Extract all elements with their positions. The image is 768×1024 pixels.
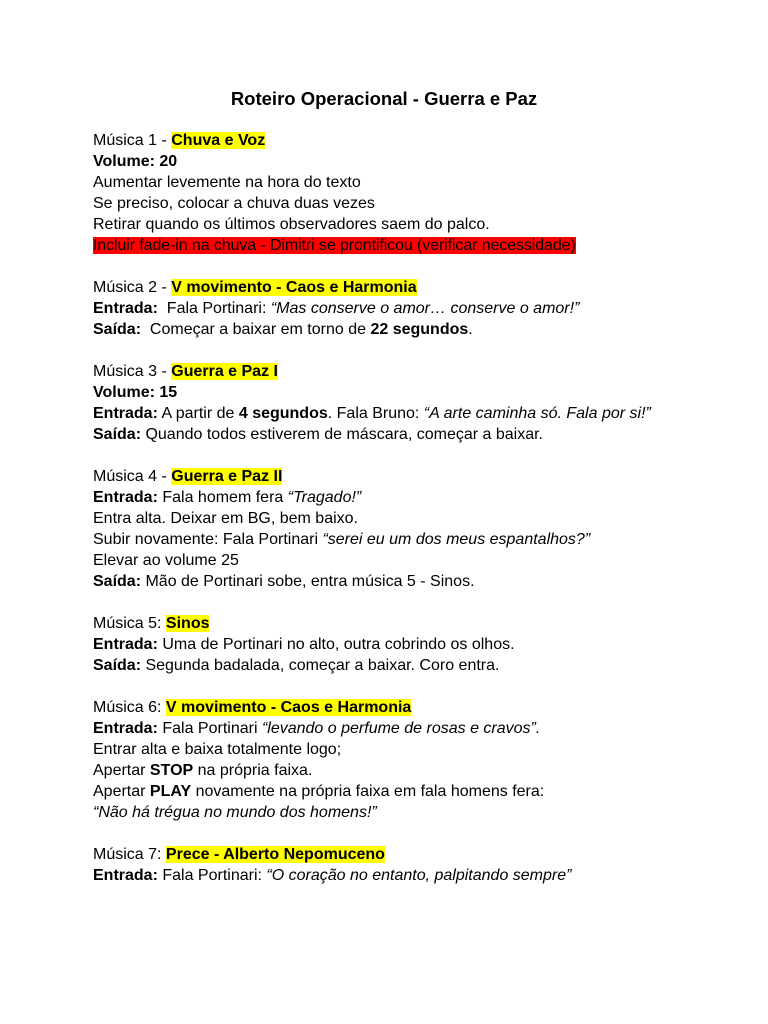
section7-entrada-quote: “O coração no entanto, palpitando sempre”	[266, 867, 572, 884]
section1-volume	[93, 151, 673, 172]
section6-line3-end: novamente na própria faixa em fala homens fera:	[191, 783, 545, 800]
section4-entrada-text: Fala homem fera	[157, 489, 288, 506]
section6-line4-quote: “Não há trégua no mundo dos homens!”	[93, 804, 377, 821]
section7-label: Música 7:	[93, 846, 166, 863]
section7-entrada-text: Fala Portinari:	[157, 867, 267, 884]
section2-entrada-text: Fala Portinari:	[157, 300, 271, 317]
section3-saida	[93, 424, 673, 445]
section7-entrada	[93, 865, 673, 886]
section4-heading	[93, 466, 673, 487]
section2-saida-text: Começar a baixar em torno de	[141, 321, 371, 338]
spacer	[93, 256, 673, 277]
section6-track: V movimento - Caos e Harmonia	[165, 699, 412, 716]
spacer	[93, 592, 673, 613]
section6-entrada-label: Entrada:	[93, 720, 158, 737]
section3-entrada-text2: . Fala Bruno:	[327, 405, 424, 422]
section2-heading	[93, 277, 673, 298]
section5-saida	[93, 655, 673, 676]
section2-saida-bold: 22 segundos	[370, 321, 469, 338]
section7-heading	[93, 844, 673, 865]
section3-entrada-label: Entrada:	[93, 405, 158, 422]
section4-label: Música 4 -	[93, 468, 172, 485]
section3-entrada	[93, 403, 673, 424]
section4-line2	[93, 529, 673, 550]
spacer	[93, 445, 673, 466]
section2-saida-end: .	[468, 321, 473, 338]
section1-heading	[93, 130, 673, 151]
section1-alert: Incluir fade-in na chuva - Dimitri se prontificou (verificar necessidade)	[93, 237, 576, 254]
section5-saida-label: Saída:	[93, 657, 142, 674]
section4-entrada-quote: “Tragado!”	[287, 489, 362, 506]
section6-line3-bold: PLAY	[149, 783, 192, 800]
section6-entrada-text: Fala Portinari	[157, 720, 262, 737]
section3-volume-value: 15	[154, 384, 178, 401]
section4-line2-quote: “serei eu um dos meus espantalhos?”	[322, 531, 591, 548]
section7-entrada-label: Entrada:	[93, 867, 158, 884]
section1-track: Chuva e Voz	[171, 132, 266, 149]
section5-entrada-text: Uma de Portinari no alto, outra cobrindo os olhos.	[157, 636, 515, 653]
section1-line1: Aumentar levemente na hora do texto	[93, 174, 361, 191]
section5-label: Música 5:	[93, 615, 166, 632]
section5-heading	[93, 613, 673, 634]
section1-alert-line	[93, 235, 673, 256]
section6-line2-text: Apertar	[93, 762, 150, 779]
section4-saida	[93, 571, 673, 592]
section1-volume-label: Volume:	[93, 153, 155, 170]
section5-entrada	[93, 634, 673, 655]
section3-heading	[93, 361, 673, 382]
section6-label: Música 6:	[93, 699, 166, 716]
section1-line3: Retirar quando os últimos observadores saem do palco.	[93, 216, 490, 233]
section3-entrada-bold: 4 segundos	[238, 405, 328, 422]
section2-entrada-quote: “Mas conserve o amor… conserve o amor!”	[270, 300, 580, 317]
section3-volume-label: Volume:	[93, 384, 155, 401]
section6-line2	[93, 760, 673, 781]
section3-saida-label: Saída:	[93, 426, 142, 443]
document-body	[93, 130, 673, 886]
section3-entrada-quote: “A arte caminha só. Fala por si!”	[423, 405, 651, 422]
section6-line3-text: Apertar	[93, 783, 150, 800]
section4-entrada	[93, 487, 673, 508]
section2-saida	[93, 319, 673, 340]
section2-entrada	[93, 298, 673, 319]
spacer	[93, 823, 673, 844]
section6-line2-bold: STOP	[149, 762, 194, 779]
section6-entrada-quote: “levando o perfume de rosas e cravos”.	[261, 720, 541, 737]
section4-line1: Entra alta. Deixar em BG, bem baixo.	[93, 510, 358, 527]
spacer	[93, 676, 673, 697]
section3-volume	[93, 382, 673, 403]
section2-entrada-label: Entrada:	[93, 300, 158, 317]
section2-label: Música 2 -	[93, 279, 172, 296]
section4-saida-label: Saída:	[93, 573, 142, 590]
section2-track: V movimento - Caos e Harmonia	[171, 279, 417, 296]
section4-line3: Elevar ao volume 25	[93, 552, 239, 569]
section5-saida-text: Segunda badalada, começar a baixar. Coro entra.	[141, 657, 500, 674]
section1-line2: Se preciso, colocar a chuva duas vezes	[93, 195, 375, 212]
section4-line2-text: Subir novamente: Fala Portinari	[93, 531, 323, 548]
section6-line1: Entrar alta e baixa totalmente logo;	[93, 741, 342, 758]
section2-saida-label: Saída:	[93, 321, 142, 338]
section5-entrada-label: Entrada:	[93, 636, 158, 653]
section7-track: Prece - Alberto Nepomuceno	[165, 846, 385, 863]
section4-saida-text: Mão de Portinari sobe, entra música 5 - Sinos.	[141, 573, 475, 590]
section3-label: Música 3 -	[93, 363, 172, 380]
spacer	[93, 340, 673, 361]
page-title: Roteiro Operacional - Guerra e Paz	[230, 88, 538, 109]
section6-line3	[93, 781, 673, 802]
section5-track: Sinos	[165, 615, 210, 632]
section6-line4	[93, 802, 673, 823]
section6-line2-end: na própria faixa.	[193, 762, 313, 779]
section4-entrada-label: Entrada:	[93, 489, 158, 506]
section1-volume-value: 20	[154, 153, 178, 170]
section1-label: Música 1 -	[93, 132, 172, 149]
section6-heading	[93, 697, 673, 718]
section4-track: Guerra e Paz II	[171, 468, 283, 485]
section3-saida-text: Quando todos estiverem de máscara, começar a baixar.	[141, 426, 543, 443]
section6-entrada	[93, 718, 673, 739]
section3-track: Guerra e Paz I	[171, 363, 278, 380]
section3-entrada-text: A partir de	[157, 405, 239, 422]
